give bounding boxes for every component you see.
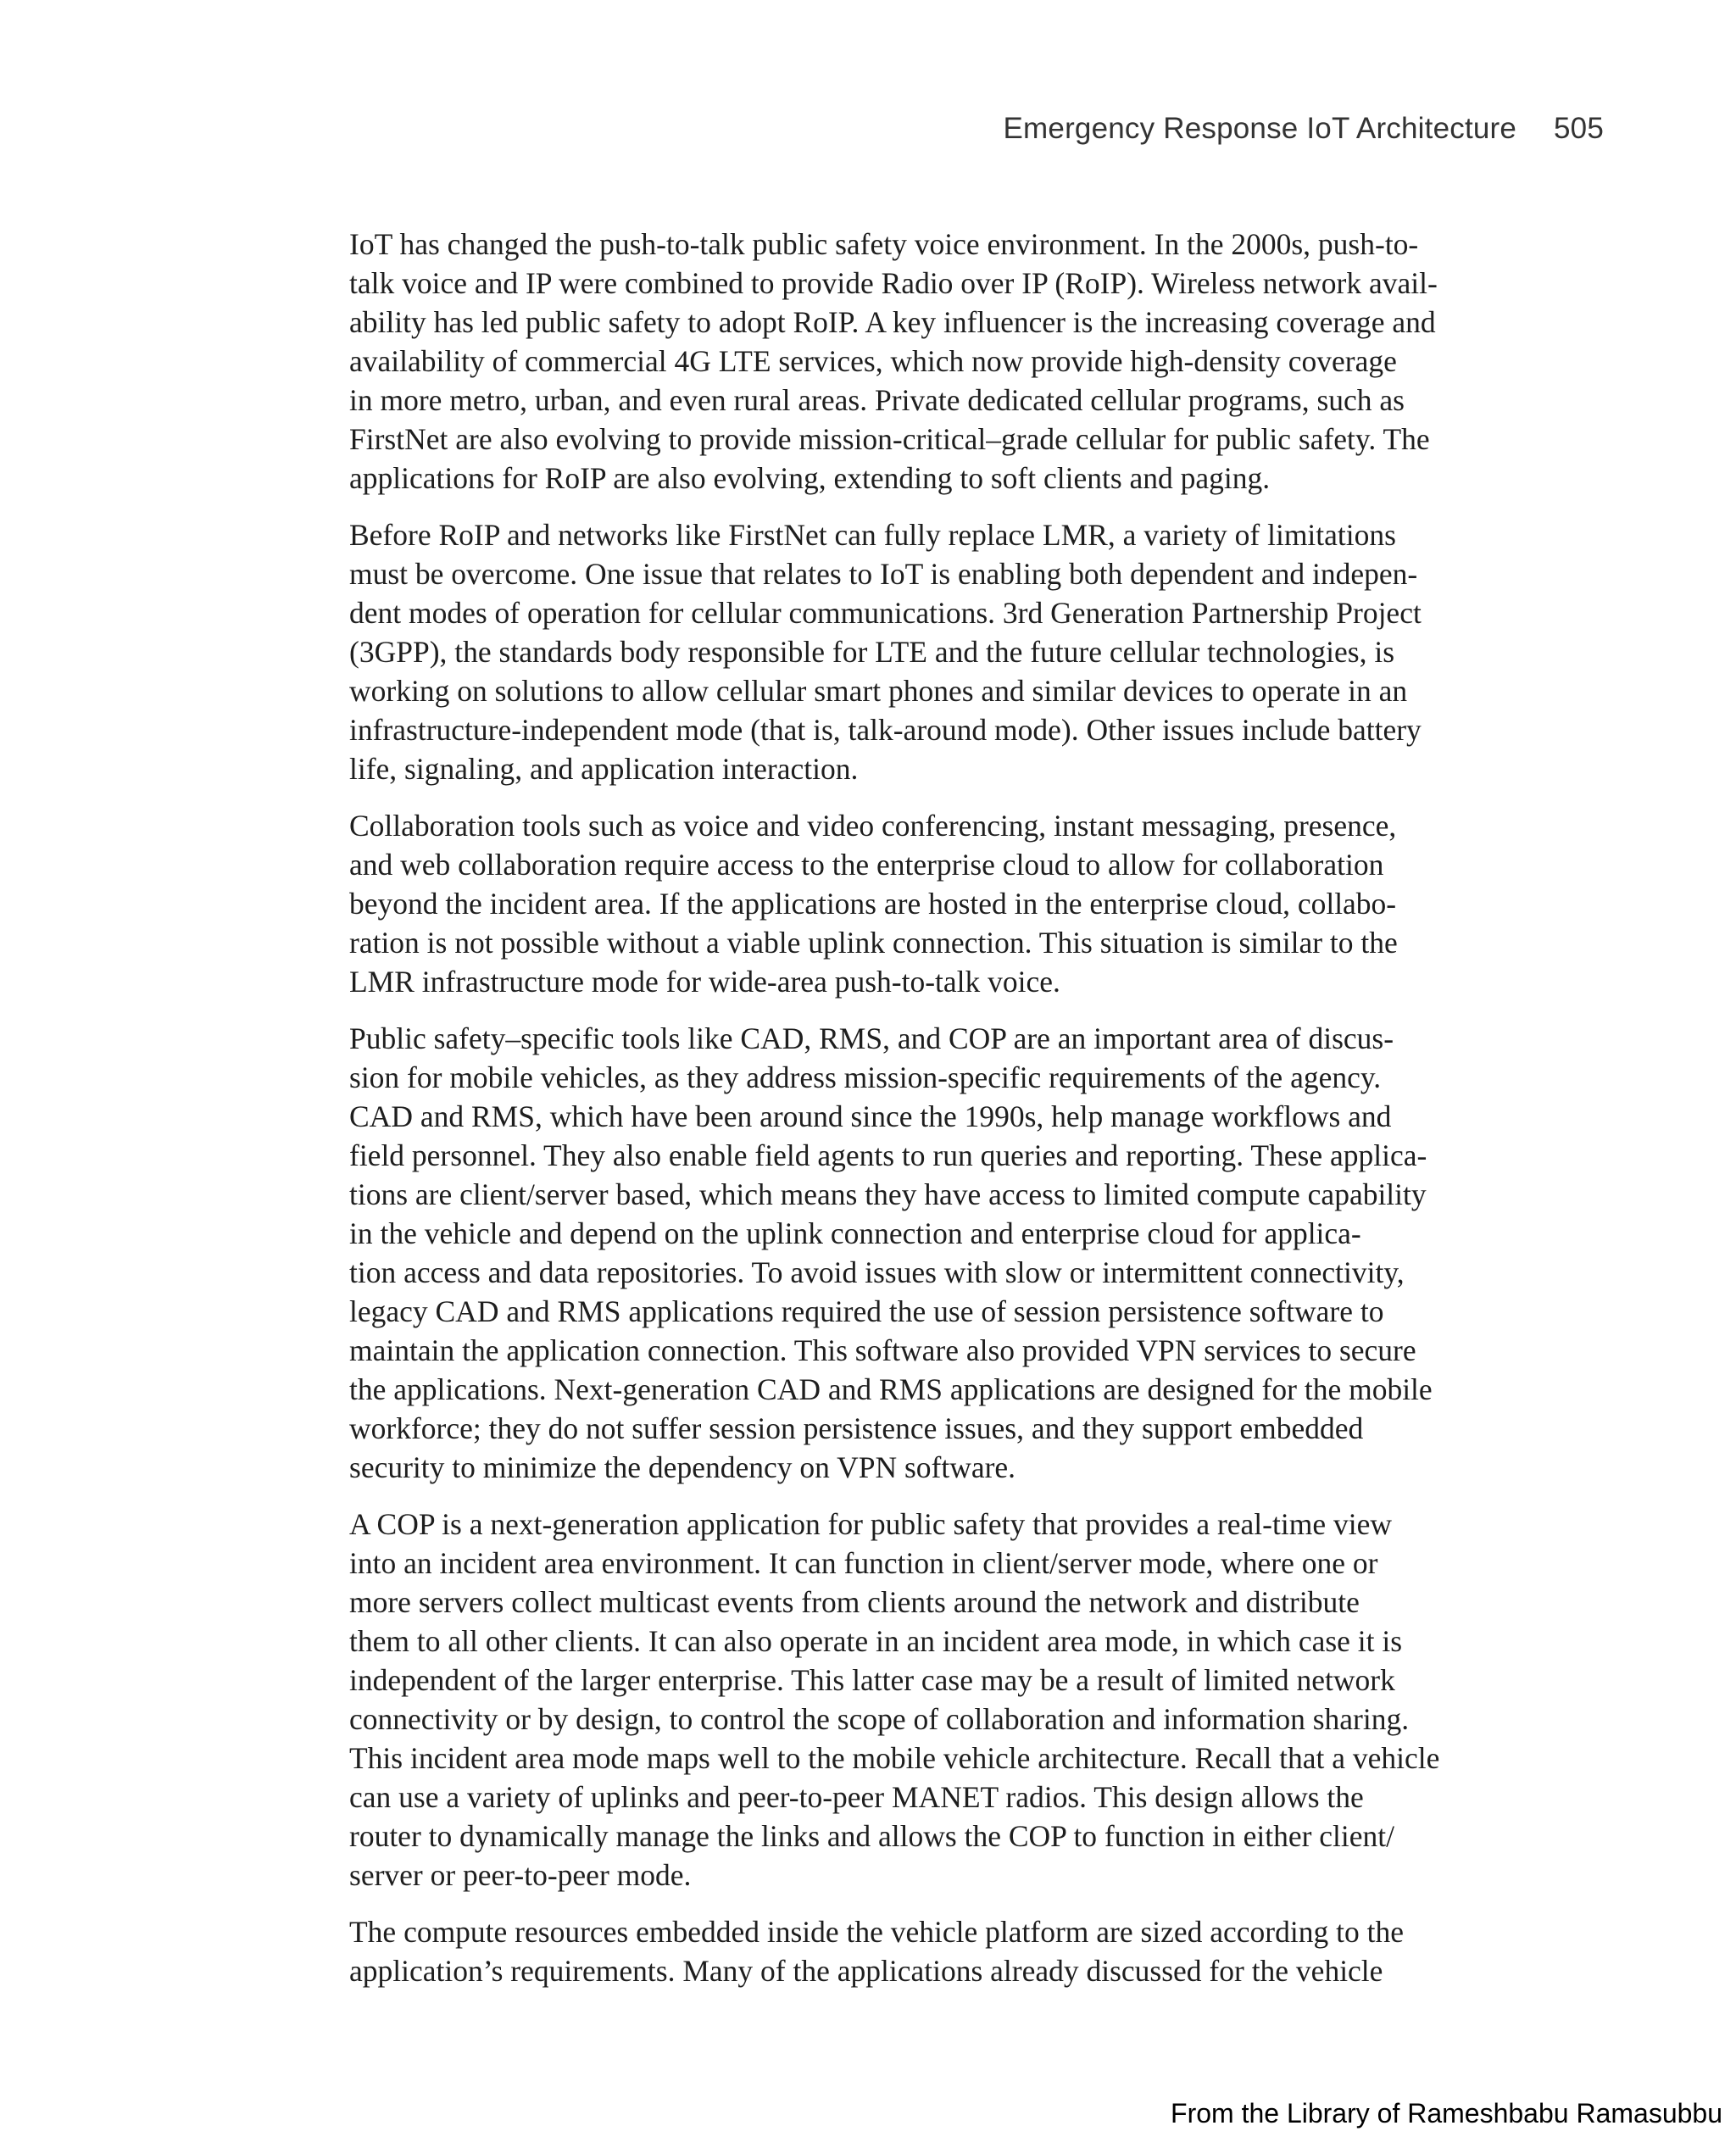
text-line: infrastructure-independent mode (that is, talk-around mode). Other issues include battery — [349, 713, 1422, 747]
text-line: application’s requirements. Many of the applications already discussed for the vehicle — [349, 1954, 1383, 1988]
text-line: more servers collect multicast events from clients around the network and distribute — [349, 1585, 1360, 1619]
text-line: Collaboration tools such as voice and video conferencing, instant messaging, presence, — [349, 809, 1397, 843]
text-line: them to all other clients. It can also operate in an incident area mode, in which case it is — [349, 1624, 1403, 1658]
text-line: IoT has changed the push-to-talk public safety voice environment. In the 2000s, push-to- — [349, 227, 1419, 261]
text-line: ration is not possible without a viable uplink connection. This situation is similar to the — [349, 926, 1398, 960]
text-line: workforce; they do not suffer session persistence issues, and they support embedded — [349, 1411, 1364, 1445]
text-line: The compute resources embedded inside the vehicle platform are sized according to the — [349, 1915, 1404, 1949]
running-head — [1004, 112, 1604, 146]
text-line: applications for RoIP are also evolving, extending to soft clients and paging. — [349, 461, 1271, 495]
text-line: working on solutions to allow cellular smart phones and similar devices to operate in an — [349, 674, 1408, 708]
body-text — [349, 225, 1509, 2008]
paragraph — [349, 1505, 1509, 1895]
text-line: server or peer-to-peer mode. — [349, 1858, 692, 1892]
text-line: legacy CAD and RMS applications required the use of session persistence software to — [349, 1294, 1384, 1328]
paragraph — [349, 1019, 1509, 1487]
library-footer-note: From the Library of Rameshbabu Ramasubbu — [1171, 2098, 1722, 2129]
text-line: LMR infrastructure mode for wide-area push-to-talk voice. — [349, 965, 1060, 999]
text-line: Public safety–specific tools like CAD, RMS, and COP are an important area of discus- — [349, 1021, 1394, 1055]
text-line: talk voice and IP were combined to provide Radio over IP (RoIP). Wireless network avail- — [349, 266, 1438, 300]
text-line: into an incident area environment. It can function in client/server mode, where one or — [349, 1546, 1378, 1580]
page-number: 505 — [1554, 112, 1604, 145]
text-line: Before RoIP and networks like FirstNet can fully replace LMR, a variety of limitations — [349, 518, 1396, 552]
text-line: tions are client/server based, which means they have access to limited compute capability — [349, 1177, 1427, 1211]
text-line: must be overcome. One issue that relates to IoT is enabling both dependent and indepen- — [349, 557, 1418, 591]
text-line: independent of the larger enterprise. This latter case may be a result of limited network — [349, 1663, 1395, 1697]
text-line: can use a variety of uplinks and peer-to-peer MANET radios. This design allows the — [349, 1780, 1364, 1814]
text-line: This incident area mode maps well to the mobile vehicle architecture. Recall that a vehicle — [349, 1741, 1440, 1775]
paragraph — [349, 515, 1509, 788]
text-line: sion for mobile vehicles, as they address mission-specific requirements of the agency. — [349, 1060, 1382, 1094]
text-line: CAD and RMS, which have been around since the 1990s, help manage workflows and — [349, 1099, 1392, 1133]
paragraph — [349, 1912, 1509, 1990]
text-line: ability has led public safety to adopt RoIP. A key influencer is the increasing coverage and — [349, 305, 1436, 339]
text-line: in the vehicle and depend on the uplink connection and enterprise cloud for applica- — [349, 1216, 1361, 1250]
text-line: beyond the incident area. If the applications are hosted in the enterprise cloud, collabo- — [349, 887, 1397, 921]
text-line: the applications. Next-generation CAD and RMS applications are designed for the mobile — [349, 1372, 1433, 1406]
text-line: and web collaboration require access to the enterprise cloud to allow for collaboration — [349, 848, 1384, 882]
chapter-title: Emergency Response IoT Architecture — [1003, 112, 1517, 145]
text-line: security to minimize the dependency on VPN software. — [349, 1450, 1016, 1484]
text-line: A COP is a next-generation application for public safety that provides a real-time view — [349, 1507, 1392, 1541]
text-line: maintain the application connection. This software also provided VPN services to secure — [349, 1333, 1416, 1367]
text-line: life, signaling, and application interaction. — [349, 752, 859, 786]
text-line: connectivity or by design, to control the scope of collaboration and information sharing. — [349, 1702, 1410, 1736]
text-line: dent modes of operation for cellular communications. 3rd Generation Partnership Project — [349, 596, 1422, 630]
text-line: router to dynamically manage the links and allows the COP to function in either client/ — [349, 1819, 1395, 1853]
paragraph — [349, 225, 1509, 498]
text-line: FirstNet are also evolving to provide mission-critical–grade cellular for public safety. The — [349, 422, 1430, 456]
text-line: field personnel. They also enable field agents to run queries and reporting. These applica- — [349, 1138, 1427, 1172]
text-line: (3GPP), the standards body responsible for LTE and the future cellular technologies, is — [349, 635, 1395, 669]
text-line: tion access and data repositories. To avoid issues with slow or intermittent connectivity, — [349, 1255, 1405, 1289]
text-line: availability of commercial 4G LTE services, which now provide high-density coverage — [349, 344, 1397, 378]
paragraph — [349, 806, 1509, 1001]
text-line: in more metro, urban, and even rural areas. Private dedicated cellular programs, such as — [349, 383, 1405, 417]
